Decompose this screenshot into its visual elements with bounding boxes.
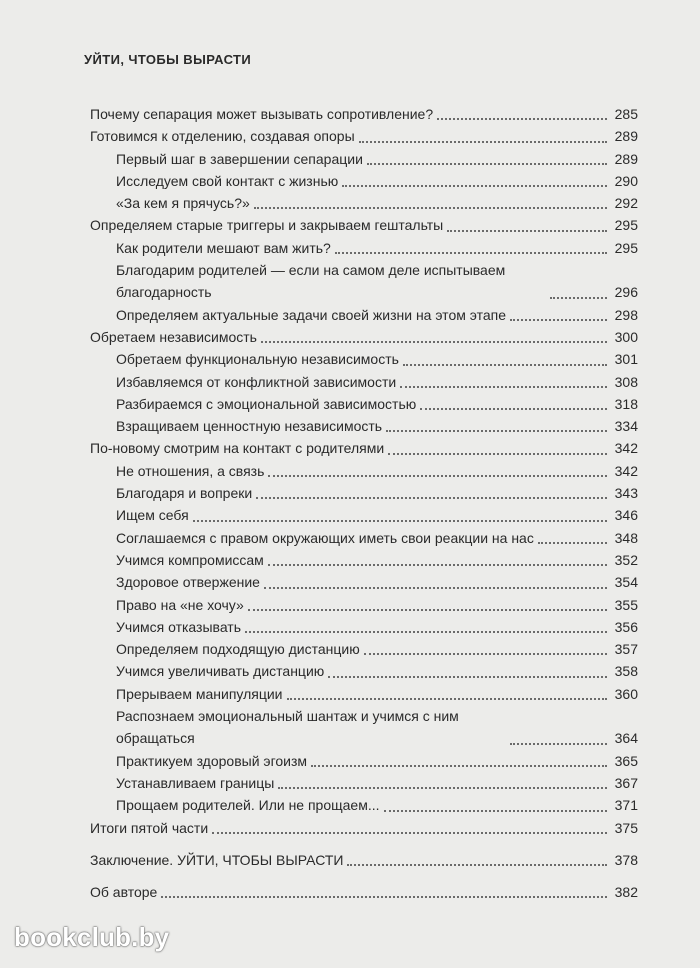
toc-entry-title: Разбираемся с эмоциональной зависимостью: [116, 395, 417, 412]
toc-entry-page-number: 371: [614, 797, 638, 814]
dot-leader: [161, 896, 607, 898]
toc-entry-page-number: 343: [614, 485, 638, 502]
toc-entry: [90, 527, 638, 549]
dot-leader: [245, 631, 607, 633]
toc-entry-page-number: 358: [614, 663, 638, 680]
toc-entry: [90, 237, 638, 259]
toc-entry: [90, 415, 638, 437]
toc-entry: [90, 460, 638, 482]
toc-entry-title: Прерываем манипуляции: [116, 685, 283, 702]
dot-leader: [447, 230, 607, 232]
toc-entry-page-number: 348: [614, 529, 638, 546]
dot-leader: [386, 430, 607, 432]
toc-entry-page-number: 360: [614, 685, 638, 702]
dot-leader: [254, 207, 607, 209]
toc-entry: [90, 616, 638, 638]
toc-entry-page-number: 378: [614, 851, 638, 868]
toc-entry-page-number: 295: [614, 239, 638, 256]
toc-entry-title: Ищем себя: [116, 507, 189, 524]
toc-entry: [90, 504, 638, 526]
toc-entry: [90, 371, 638, 393]
toc-entry-title: Определяем старые триггеры и закрываем гештальты: [90, 217, 444, 234]
dot-leader: [278, 787, 607, 789]
toc-entry-page-number: 354: [614, 574, 638, 591]
dot-leader: [347, 864, 607, 866]
toc-entry: [90, 772, 638, 794]
toc-entry: [90, 881, 638, 903]
toc-entry: [90, 660, 638, 682]
toc-entry-page-number: 365: [614, 752, 638, 769]
dot-leader: [268, 564, 607, 566]
toc-entry-page-number: 367: [614, 774, 638, 791]
dot-leader: [364, 653, 607, 655]
toc-entry-title: Определяем актуальные задачи своей жизни на этом этапе: [116, 306, 506, 323]
dot-leader: [328, 676, 607, 678]
dot-leader: [400, 386, 607, 388]
dot-leader: [510, 319, 607, 321]
toc-entry-page-number: 357: [614, 641, 638, 658]
dot-leader: [212, 832, 607, 834]
toc-entry-page-number: 342: [614, 462, 638, 479]
toc-entry-page-number: 375: [614, 819, 638, 836]
toc-entry-title: Устанавливаем границы: [116, 774, 275, 791]
toc-entry-title: Учимся компромиссам: [116, 551, 264, 568]
dot-leader: [403, 364, 607, 366]
toc-entry: [90, 326, 638, 348]
toc-entry-page-number: 292: [614, 195, 638, 212]
toc-entry-page-number: 295: [614, 217, 638, 234]
toc-entry: [90, 103, 638, 125]
toc-entry: [90, 482, 638, 504]
toc-entry-title: Почему сепарация может вызывать сопротивление?: [90, 106, 434, 122]
dot-leader: [268, 475, 607, 477]
toc-entry-title: Первый шаг в завершении сепарации: [116, 150, 363, 167]
toc-entry: [90, 794, 638, 816]
toc-entry: [90, 549, 638, 571]
dot-leader: [261, 341, 607, 343]
toc-entry: [90, 594, 638, 616]
toc-entry-page-number: 301: [614, 351, 638, 368]
toc-entry-page-number: 342: [614, 440, 638, 457]
dot-leader: [388, 453, 607, 455]
dot-leader: [193, 520, 607, 522]
dot-leader: [420, 408, 607, 410]
watermark: bookclub.by: [14, 922, 170, 952]
toc-entry-title: Не отношения, а связь: [116, 462, 265, 479]
toc-entry: [90, 214, 638, 236]
toc-entry-page-number: 289: [614, 150, 638, 167]
toc-entry-title: Благодарим родителей — если на самом деле испытываем благодарность: [116, 262, 506, 301]
toc-entry-title: Обретаем независимость: [90, 328, 257, 345]
toc-entry-page-number: 298: [614, 306, 638, 323]
toc-entry: [90, 638, 638, 660]
toc-entry-page-number: 346: [614, 507, 638, 524]
toc-entry-title: Право на «не хочу»: [116, 596, 244, 613]
toc-entry: [90, 571, 638, 593]
toc-entry-page-number: 300: [614, 328, 638, 345]
toc-entry: [90, 849, 638, 871]
toc-entry-title: Заключение. УЙТИ, ЧТОБЫ ВЫРАСТИ: [90, 851, 344, 868]
dot-leader: [510, 743, 607, 745]
toc-entry: [90, 437, 638, 459]
toc-entry-title: Учимся отказывать: [116, 618, 242, 635]
toc-entry: [90, 348, 638, 370]
toc-entry-page-number: 364: [614, 730, 638, 747]
toc-entry-title: Здоровое отвержение: [116, 574, 260, 591]
toc-entry-title: Обретаем функциональную независимость: [116, 351, 399, 368]
dot-leader: [437, 118, 607, 120]
dot-leader: [359, 141, 607, 143]
toc-entry-title: «За кем я прячусь?»: [116, 195, 250, 212]
dot-leader: [287, 698, 608, 700]
dot-leader: [550, 297, 607, 299]
toc-entry-title: Благодаря и вопреки: [116, 485, 253, 502]
toc-entry: [90, 705, 638, 750]
toc-entry-title: Избавляемся от конфликтной зависимости: [116, 373, 397, 390]
toc-entry-page-number: 285: [614, 106, 638, 122]
dot-leader: [248, 609, 607, 611]
toc-entry: [90, 259, 638, 304]
running-header: УЙТИ, ЧТОБЫ ВЫРАСТИ: [84, 52, 252, 67]
dot-leader: [256, 497, 607, 499]
toc-entry-page-number: 382: [614, 884, 638, 901]
toc-entry-page-number: 318: [614, 395, 638, 412]
toc-entry-title: Об авторе: [90, 884, 158, 901]
toc-entry: [90, 817, 638, 839]
toc-entry-title: Практикуем здоровый эгоизм: [116, 752, 308, 769]
toc-entry-page-number: 355: [614, 596, 638, 613]
dot-leader: [342, 185, 607, 187]
toc-entry-title: По-новому смотрим на контакт с родителями: [90, 440, 385, 457]
toc-entry-page-number: 290: [614, 172, 638, 189]
toc-entry: [90, 750, 638, 772]
toc-entry: [90, 393, 638, 415]
toc-entry-title: Как родители мешают вам жить?: [116, 239, 331, 256]
dot-leader: [384, 810, 607, 812]
toc-entry: [90, 304, 638, 326]
toc-entry-title: Готовимся к отделению, создавая опоры: [90, 128, 355, 145]
toc-entry: [90, 125, 638, 147]
toc-entry: [90, 192, 638, 214]
toc-entry-title: Взращиваем ценностную независимость: [116, 418, 383, 435]
toc-entry: [90, 148, 638, 170]
toc-entry-title: Итоги пятой части: [90, 819, 209, 836]
toc-entry: [90, 170, 638, 192]
toc-entry-page-number: 296: [614, 284, 638, 301]
dot-leader: [367, 163, 607, 165]
toc-entry: [90, 683, 638, 705]
dot-leader: [311, 765, 607, 767]
toc-entry-title: Распознаем эмоциональный шантаж и учимся с ним обращаться: [116, 708, 459, 747]
toc-entry-page-number: 352: [614, 551, 638, 568]
toc-entry-title: Прощаем родителей. Или не прощаем...: [116, 797, 380, 814]
table-of-contents: [90, 103, 638, 903]
toc-entry-page-number: 356: [614, 618, 638, 635]
toc-entry-title: Учимся увеличивать дистанцию: [116, 663, 325, 680]
dot-leader: [538, 542, 607, 544]
toc-entry-page-number: 308: [614, 373, 638, 390]
toc-entry-page-number: 289: [614, 128, 638, 145]
toc-entry-title: Определяем подходящую дистанцию: [116, 641, 360, 658]
toc-entry-title: Исследуем свой контакт с жизнью: [116, 172, 339, 189]
toc-entry-title: Соглашаемся с правом окружающих иметь свои реакции на нас: [116, 529, 534, 546]
toc-entry-page-number: 334: [614, 418, 638, 435]
dot-leader: [264, 587, 607, 589]
dot-leader: [335, 252, 607, 254]
